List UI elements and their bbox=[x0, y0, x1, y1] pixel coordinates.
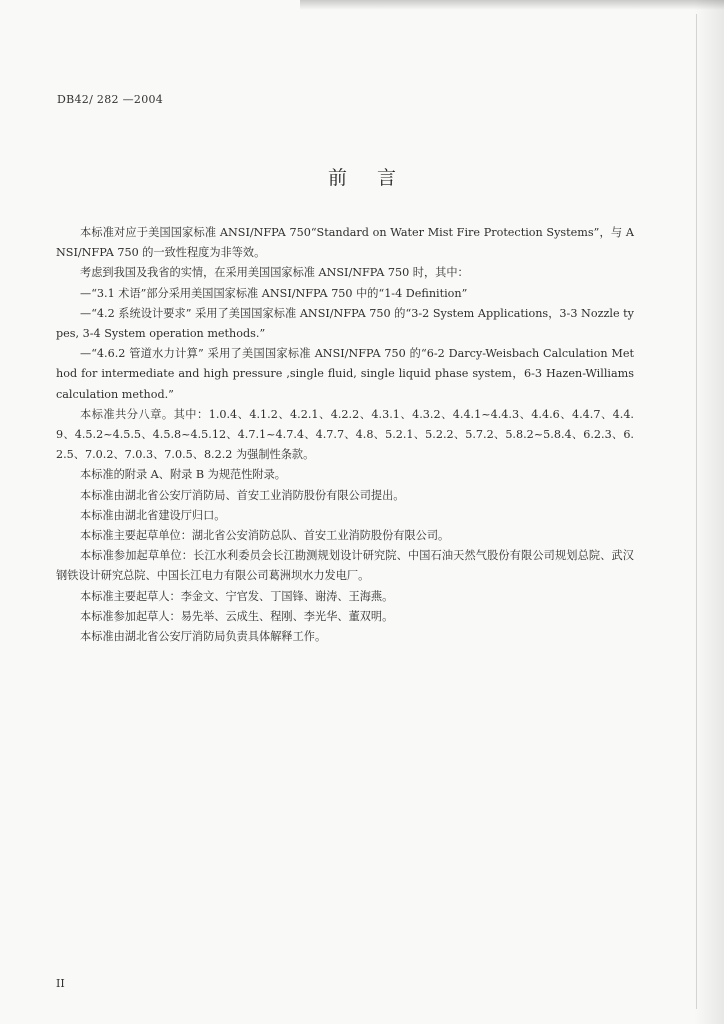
paragraph-main-drafters-org: 本标准主要起草单位：湖北省公安消防总队、首安工业消防股份有限公司。 bbox=[80, 529, 450, 543]
paragraph-adoption-intro: 考虑到我国及我省的实情，在采用美国国家标准 ANSI/NFPA 750 时，其中： bbox=[80, 266, 469, 280]
page-title: 前言 bbox=[327, 167, 426, 189]
paragraph-system-design: —“4.2 系统设计要求” 采用了美国国家标准 ANSI/NFPA 750 的“3-2 System Applications，3-3 Nozzle types, 3-4 System operation methods.” bbox=[56, 306, 634, 341]
paragraph-main-drafters: 本标准主要起草人：李金文、宁官发、丁国锋、谢涛、王海燕。 bbox=[80, 589, 394, 603]
scan-shadow-right bbox=[694, 0, 724, 1024]
paragraph-administrator: 本标准由湖北省建设厅归口。 bbox=[80, 508, 226, 522]
paragraph-interpretation: 本标准由湖北省公安厅消防局负责具体解释工作。 bbox=[80, 630, 327, 644]
paragraph-terms: —“3.1 术语”部分采用美国国家标准 ANSI/NFPA 750 中的“1-4 Definition” bbox=[80, 286, 468, 300]
scan-shadow-top bbox=[300, 0, 724, 10]
foreword-body bbox=[56, 223, 634, 647]
paragraph-appendices: 本标准的附录 A、附录 B 为规范性附录。 bbox=[80, 468, 286, 482]
paragraph-hydraulic-calc: —“4.6.2 管道水力计算” 采用了美国国家标准 ANSI/NFPA 750 的“6-2 Darcy-Weisbach Calculation Method for intermediate and high pressure ,single fluid, single liquid phase system，6-3 Hazen-Williams calculation method.” bbox=[56, 347, 634, 401]
paragraph-participating-drafters: 本标准参加起草人：易先举、云成生、程刚、李光华、董双明。 bbox=[80, 609, 394, 623]
paragraph-mandatory-clauses: 本标准共分八章。其中：1.0.4、4.1.2、4.2.1、4.2.2、4.3.1、4.3.2、4.4.1~4.4.3、4.4.6、4.4.7、4.4.9、4.5.2~4.5.5、4.5.8~4.5.12、4.7.1~4.7.4、4.7.7、4.8、5.2.1、5.2.2、5.7.2、5.8.2~5.8.4、6.2.3、6.2.5、7.0.2、7.0.3、7.0.5、8.2.2 为强制性条款。 bbox=[56, 407, 634, 462]
paragraph-correspondence: 本标准对应于美国国家标准 ANSI/NFPA 750“Standard on Water Mist Fire Protection Systems”，与 ANSI/NFPA 750 的一致性程度为非等效。 bbox=[56, 226, 634, 260]
page-number: II bbox=[56, 977, 65, 990]
document-code: DB42/ 282 —2004 bbox=[57, 93, 164, 106]
paragraph-participating-orgs: 本标准参加起草单位：长江水利委员会长江勘测规划设计研究院、中国石油天然气股份有限公司规划总院、武汉钢铁设计研究总院、中国长江电力有限公司葛洲坝水力发电厂。 bbox=[56, 549, 634, 583]
paragraph-proposer: 本标准由湖北省公安厅消防局、首安工业消防股份有限公司提出。 bbox=[80, 488, 405, 502]
